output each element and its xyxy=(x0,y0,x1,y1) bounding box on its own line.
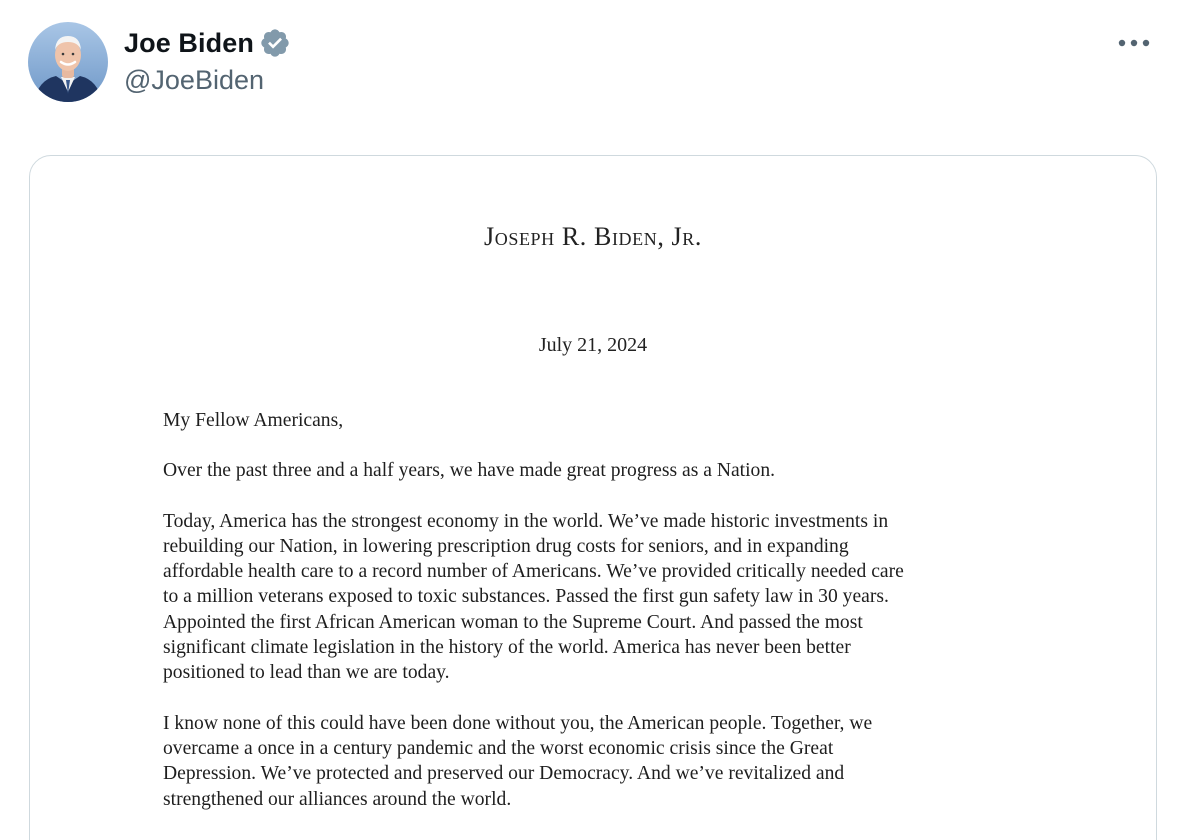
letter-document xyxy=(30,156,1156,840)
paragraph-line: I know none of this could have been done without you, the American people. Together, we xyxy=(163,712,873,734)
letter-date: July 21, 2024 xyxy=(538,334,648,356)
display-name-row[interactable] xyxy=(124,24,291,62)
letter-paragraph xyxy=(163,711,1023,812)
paragraph-line: positioned to lead than we are today. xyxy=(163,662,450,684)
more-options-button[interactable] xyxy=(1112,28,1156,58)
salutation-line: My Fellow Americans, xyxy=(163,410,344,431)
paragraph-line: Depression. We’ve protected and preserved our Democracy. And we’ve revitalized and xyxy=(163,763,845,785)
paragraph-line: overcame a once in a century pandemic and the worst economic crisis since the Great xyxy=(163,737,834,759)
avatar[interactable] xyxy=(28,22,108,102)
letter-paragraph xyxy=(163,509,1023,686)
verified-badge-icon xyxy=(259,27,291,59)
author-info xyxy=(124,24,291,96)
user-handle[interactable]: @JoeBiden xyxy=(124,65,264,95)
more-options-icon xyxy=(1117,38,1151,48)
paragraph-line: rebuilding our Nation, in lowering prescription drug costs for seniors, and in expanding xyxy=(163,535,849,557)
letter-salutation xyxy=(163,408,1023,433)
attached-image-card[interactable] xyxy=(29,155,1157,840)
post-header xyxy=(0,0,1200,130)
profile-photo-avatar xyxy=(28,22,108,102)
paragraph-line: Over the past three and a half years, we have made great progress as a Nation. xyxy=(163,460,776,482)
paragraph-line: Today, America has the strongest economy in the world. We’ve made historic investments in xyxy=(163,510,889,532)
letter-paragraph xyxy=(163,458,1023,483)
letterhead: Joseph R. Biden, Jr. xyxy=(484,222,702,251)
paragraph-line: to a million veterans exposed to toxic substances. Passed the first gun safety law in 30 years. xyxy=(163,586,889,608)
paragraph-line: affordable health care to a record number of Americans. We’ve provided critically needed care xyxy=(163,561,904,583)
paragraph-line: Appointed the first African American woman to the Supreme Court. And passed the most xyxy=(163,611,863,633)
letter-body xyxy=(163,408,1023,837)
paragraph-line: strengthened our alliances around the world. xyxy=(163,788,512,810)
display-name: Joe Biden xyxy=(124,27,254,58)
paragraph-line: significant climate legislation in the history of the world. America has never been better xyxy=(163,637,851,659)
